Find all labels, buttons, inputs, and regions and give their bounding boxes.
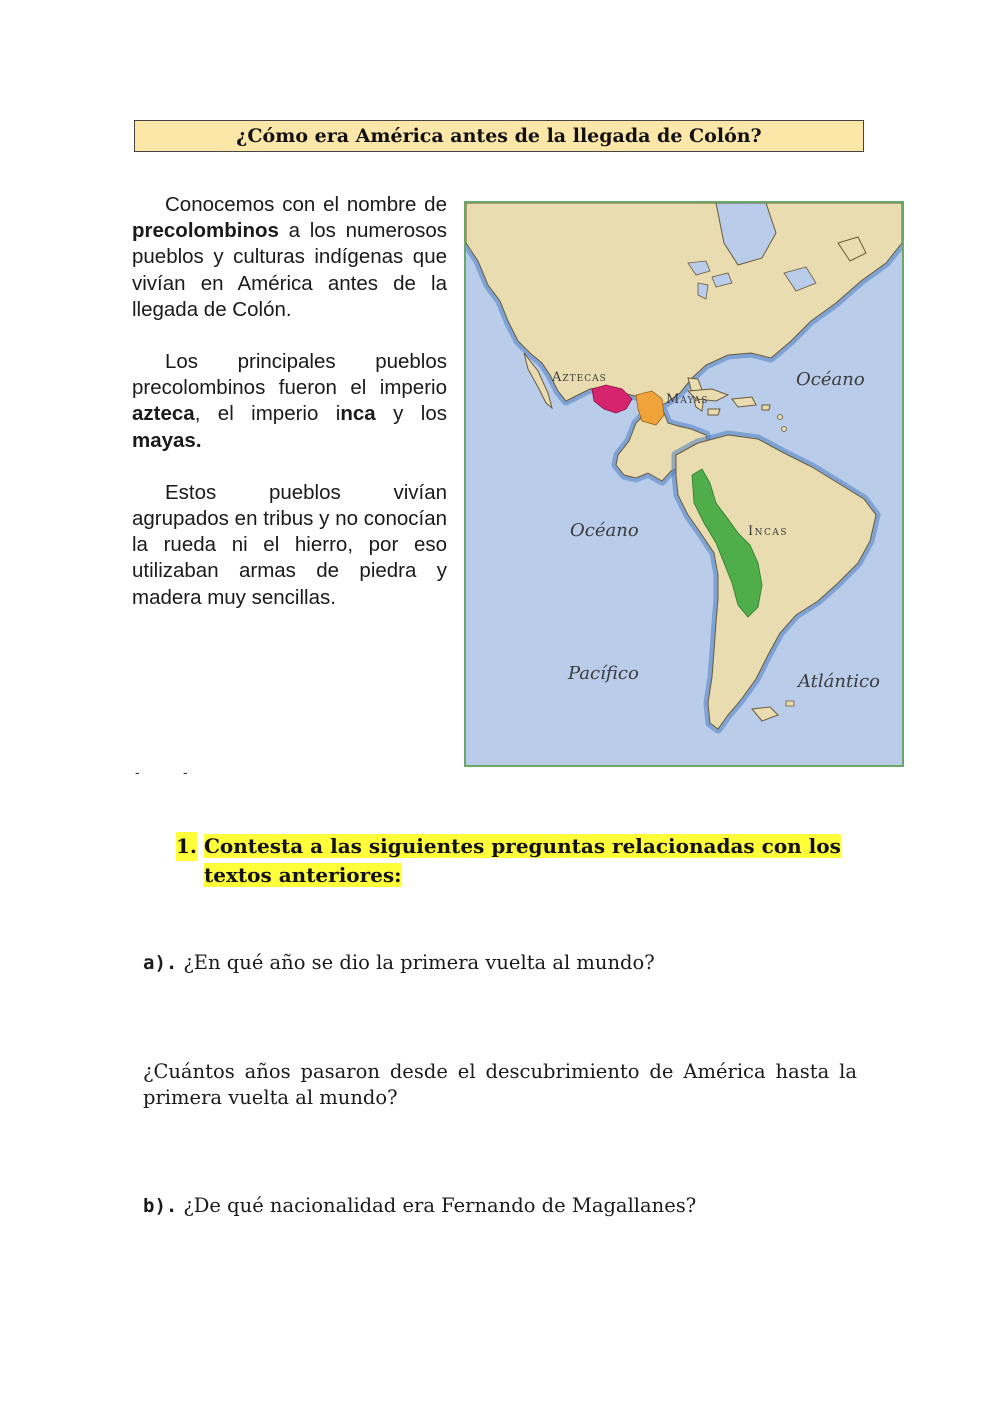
question-a2: ¿Cuántos años pasaron desde el descubrimiento de América hasta la primera vuelta al mundo? [143, 1060, 857, 1109]
intro-paragraph-3: Estos pueblos vivían agrupados en tribus y no conocían la rueda ni el hierro, por eso utilizaban armas de piedra y madera muy sencillas. [132, 480, 447, 609]
question-a [143, 950, 857, 976]
question-b-text: ¿De qué nacionalidad era Fernando de Magallanes? [183, 1194, 697, 1217]
label-pacifico: Pacífico [568, 663, 639, 684]
decorative-dash: - [135, 764, 140, 780]
intro-paragraph-2: Los principales pueblos precolombinos fueron el imperio azteca, el imperio inca y los mayas. [132, 350, 447, 452]
exercise-heading [176, 832, 866, 890]
page-title: ¿Cómo era América antes de la llegada de Colón? [134, 120, 864, 152]
question-b [143, 1193, 857, 1219]
label-aztecas: Aztecas [552, 370, 607, 385]
question-a-text: ¿En qué año se dio la primera vuelta al mundo? [183, 951, 655, 974]
exercise-instructions: Contesta a las siguientes preguntas relacionadas con los textos anteriores: [204, 834, 841, 887]
question-b-label: b). [143, 1195, 178, 1217]
label-oceano-left: Océano [570, 520, 639, 541]
label-mayas: Mayas [666, 392, 709, 407]
intro-text [132, 192, 447, 637]
decorative-dash: - [183, 764, 188, 780]
question-a-label: a). [143, 952, 178, 974]
exercise-number: 1. [176, 832, 197, 861]
label-atlantico: Atlántico [798, 671, 880, 692]
label-incas: Incas [748, 524, 789, 539]
label-oceano-right: Océano [796, 369, 865, 390]
map-svg [466, 203, 902, 765]
americas-map [464, 201, 904, 767]
intro-paragraph-1: Conocemos con el nombre de precolombinos a los numerosos pueblos y culturas indígenas que vivían en América antes de la llegada de Colón. [132, 193, 447, 321]
